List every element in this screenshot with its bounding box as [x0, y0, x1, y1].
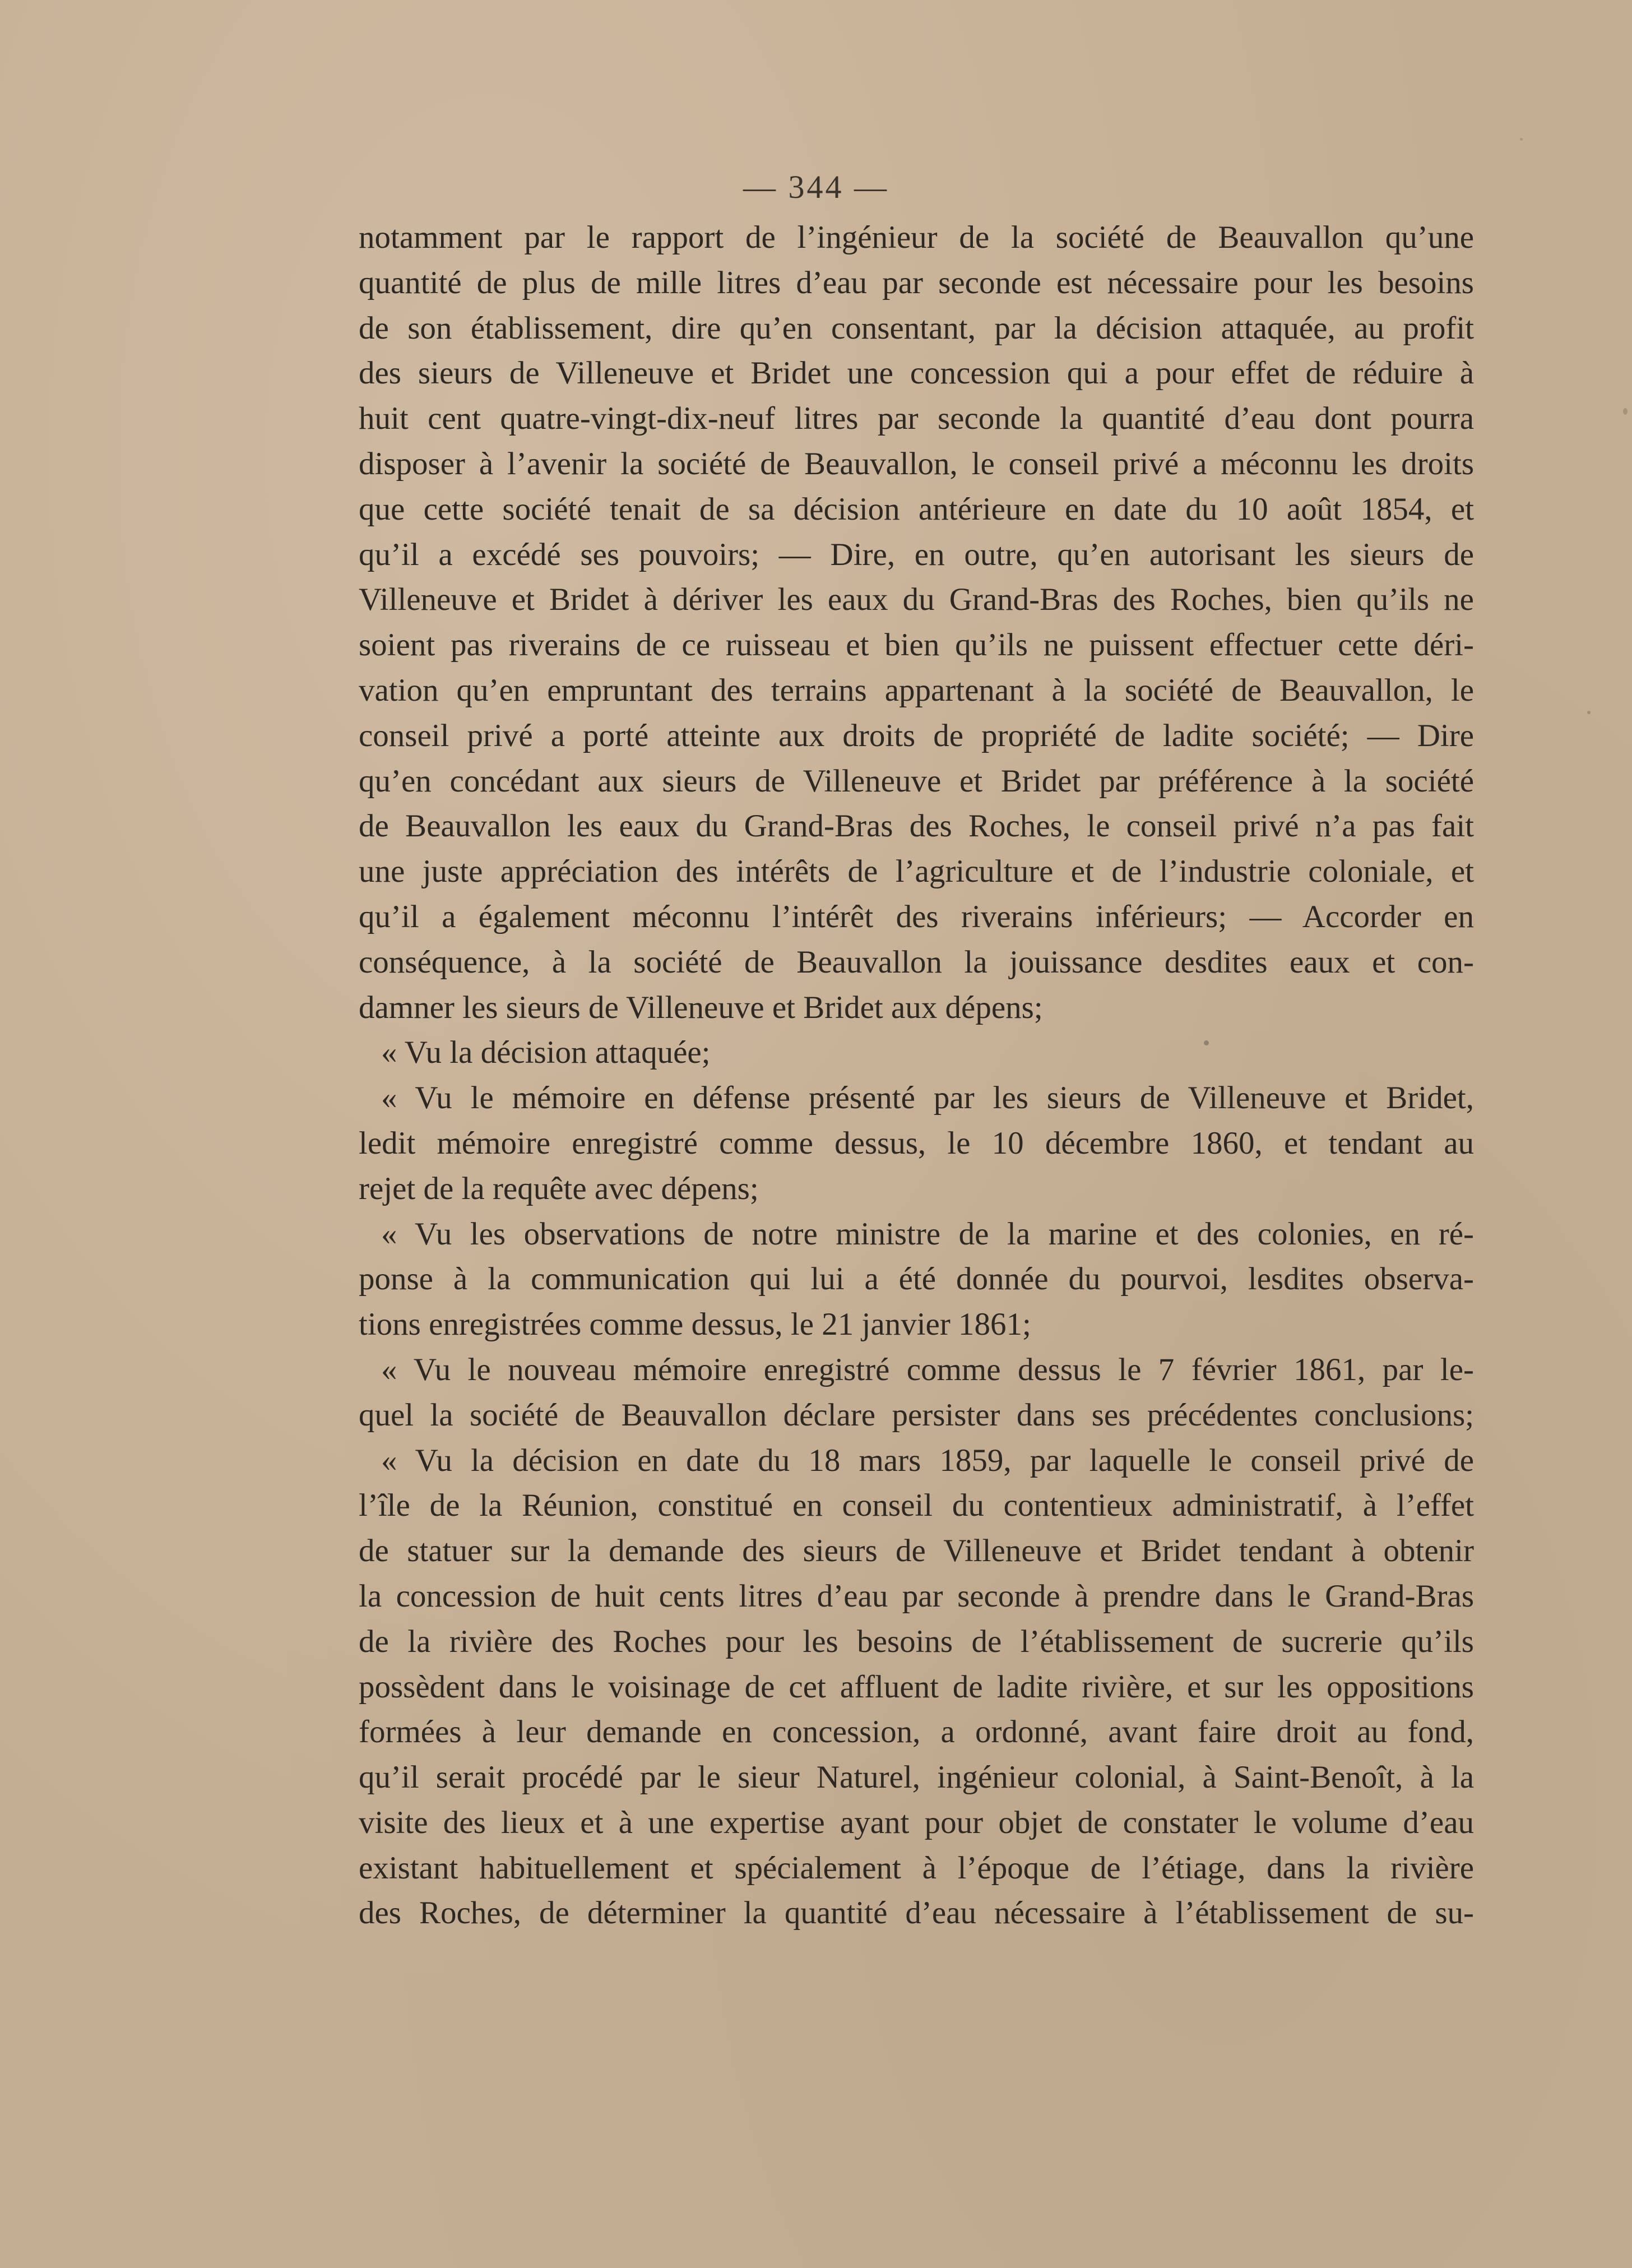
- text-line: existant habituellement et spécialement à l’époque de l’étiage, dans la rivière: [359, 1850, 1474, 1886]
- text-line: damner les sieurs de Villeneuve et Bridet aux dépens;: [359, 989, 1043, 1025]
- text-line: qu’il serait procédé par le sieur Naturel, ingénieur colonial, à Saint-Benoît, à la: [359, 1760, 1474, 1795]
- text-line: ponse à la communication qui lui a été donnée du pourvoi, lesdites observa-: [359, 1261, 1474, 1297]
- text-line: qu’il a également méconnu l’intérêt des riverains inférieurs; — Accorder en: [359, 899, 1474, 934]
- page-number: — 344 —: [743, 169, 889, 205]
- text-line: tions enregistrées comme dessus, le 21 janvier 1861;: [359, 1307, 1031, 1343]
- text-line: visite des lieux et à une expertise ayant pour objet de constater le volume d’eau: [359, 1804, 1474, 1840]
- text-line: des sieurs de Villeneuve et Bridet une concession qui a pour effet de réduire à: [359, 355, 1474, 391]
- text-line: soient pas riverains de ce ruisseau et bien qu’ils ne puissent effectuer cette déri-: [359, 627, 1474, 663]
- text-line: de son établissement, dire qu’en consentant, par la décision attaquée, au profit: [359, 310, 1474, 346]
- text-line: « Vu la décision attaquée;: [381, 1035, 711, 1071]
- text-line: possèdent dans le voisinage de cet affluent de ladite rivière, et sur les oppositions: [359, 1669, 1474, 1705]
- text-line: quel la société de Beauvallon déclare persister dans ses précédentes conclusions;: [359, 1397, 1474, 1433]
- text-line: disposer à l’avenir la société de Beauvallon, le conseil privé a méconnu les droits: [359, 446, 1474, 482]
- text-line: « Vu le mémoire en défense présenté par les sieurs de Villeneuve et Bridet,: [381, 1080, 1474, 1116]
- text-line: huit cent quatre-vingt-dix-neuf litres par seconde la quantité d’eau dont pourra: [359, 401, 1474, 437]
- text-line: qu’il a excédé ses pouvoirs; — Dire, en outre, qu’en autorisant les sieurs de: [359, 536, 1474, 572]
- text-line: Villeneuve et Bridet à dériver les eaux du Grand-Bras des Roches, bien qu’ils ne: [359, 582, 1474, 618]
- paper-speck: [1623, 408, 1628, 415]
- text-line: conséquence, à la société de Beauvallon la jouissance desdites eaux et con-: [359, 944, 1474, 980]
- text-line: l’île de la Réunion, constitué en conseil du contentieux administratif, à l’effet: [359, 1488, 1474, 1524]
- text-line: de statuer sur la demande des sieurs de Villeneuve et Bridet tendant à obtenir: [359, 1533, 1474, 1569]
- text-line: la concession de huit cents litres d’eau par seconde à prendre dans le Grand-Bras: [359, 1578, 1474, 1614]
- text-line: des Roches, de déterminer la quantité d’eau nécessaire à l’établissement de su-: [359, 1895, 1474, 1931]
- text-line: formées à leur demande en concession, a ordonné, avant faire droit au fond,: [359, 1714, 1474, 1750]
- text-line: quantité de plus de mille litres d’eau par seconde est nécessaire pour les besoins: [359, 265, 1474, 300]
- text-line: conseil privé a porté atteinte aux droits de propriété de ladite société; — Dire: [359, 718, 1474, 753]
- text-line: qu’en concédant aux sieurs de Villeneuve et Bridet par préférence à la société: [359, 763, 1474, 799]
- text-line: que cette société tenait de sa décision antérieure en date du 10 août 1854, et: [359, 491, 1474, 527]
- paper-speck: [1520, 138, 1523, 141]
- paper-speck: [1587, 711, 1591, 714]
- text-line: une juste appréciation des intérêts de l’agriculture et de l’industrie coloniale, et: [359, 854, 1474, 890]
- text-line: « Vu les observations de notre ministre de la marine et des colonies, en ré-: [381, 1216, 1474, 1252]
- text-line: « Vu le nouveau mémoire enregistré comme dessus le 7 février 1861, par le-: [381, 1351, 1474, 1387]
- body-text: [359, 215, 1474, 1936]
- paper-speck: [1204, 1040, 1209, 1045]
- text-line: de la rivière des Roches pour les besoins de l’établissement de sucrerie qu’ils: [359, 1623, 1474, 1659]
- text-line: vation qu’en empruntant des terrains appartenant à la société de Beauvallon, le: [359, 672, 1474, 708]
- text-line: notamment par le rapport de l’ingénieur de la société de Beauvallon qu’une: [359, 220, 1474, 255]
- text-line: de Beauvallon les eaux du Grand-Bras des Roches, le conseil privé n’a pas fait: [359, 808, 1474, 844]
- text-line: ledit mémoire enregistré comme dessus, le 10 décembre 1860, et tendant au: [359, 1125, 1474, 1161]
- text-line: « Vu la décision en date du 18 mars 1859, par laquelle le conseil privé de: [381, 1442, 1474, 1478]
- text-line: rejet de la requête avec dépens;: [359, 1170, 759, 1206]
